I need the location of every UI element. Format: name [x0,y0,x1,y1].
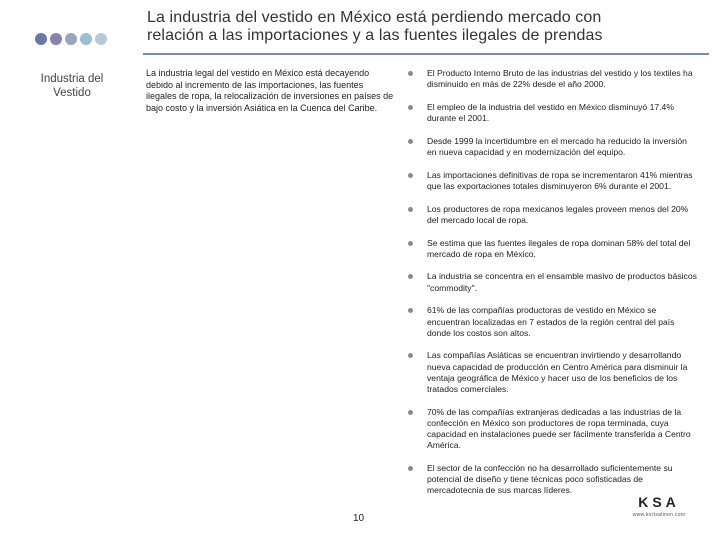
bullet-icon [408,207,413,212]
list-item [408,136,698,158]
bullet-icon [408,241,413,246]
section-label-line-1: Industria del [40,73,104,85]
bullet-icon [408,139,413,144]
bullet-text: El Producto Interno Bruto de las industrias del vestido y los textiles ha disminuido en más de 22% desde el año 2000. [427,68,693,90]
bullet-text: El empleo de la industria del vestido en México disminuyó 17.4% durante el 2001. [427,101,674,124]
section-label-line-2: Vestido [53,87,91,99]
company-logo [614,494,704,518]
bullet-icon [408,173,413,178]
bullet-text: Desde 1999 la incertidumbre en el mercado ha reducido la inversión en nueva capacidad y en modernización del equipo. [427,135,687,158]
bullet-icon [408,410,413,415]
list-item [408,102,698,124]
bullet-text: Se estima que las fuentes ilegales de ropa dominan 58% del total del mercado de ropa en México. [427,237,691,259]
list-item [408,350,698,395]
bullet-list [408,68,698,508]
slide-title [147,9,707,45]
list-item [408,68,698,90]
bullet-text: Las compañías Asiáticas se encuentran invirtiendo y desarrollando nueva capacidad de producción en Centro América para disminuir la ventaja geográfica de México y hacer uso de los beneficios de los tratados comerciales. [427,350,688,395]
title-line-1: La industria del vestido en México está perdiendo mercado con [147,9,602,26]
bullet-icon [408,274,413,279]
list-item [408,238,698,260]
header-dots [35,33,107,45]
title-line-2: relación a las importaciones y a las fuentes ilegales de prendas [147,27,603,44]
list-item [408,305,698,339]
bullet-text: Las importaciones definitivas de ropa se incrementaron 41% mientras que las exportaciones totales disminuyeron 6% durante el 2001. [427,169,693,191]
decorative-dot-1 [35,33,47,45]
bullet-text: 70% de las compañías extranjeras dedicadas a las industrias de la confección en México son productores de ropa terminada, cuya capacidad en instalaciones puede ser fácilmente transferida a Centro América. [427,406,691,451]
decorative-dot-5 [95,33,107,45]
bullet-text: Los productores de ropa mexicanos legales proveen menos del 20% del mercado local de ropa. [427,203,689,225]
list-item [408,170,698,192]
title-divider [143,53,709,55]
list-item [408,463,698,497]
list-item [408,407,698,452]
decorative-dot-4 [80,33,92,45]
logo-text: KSA [638,494,680,510]
bullet-icon [408,105,413,110]
bullet-icon [408,308,413,313]
intro-paragraph: La industria legal del vestido en México está decayendo debido al incremento de las importaciones, las fuentes ilegales de ropa, la relocalización de inversiones en países de bajo costo y la inversión Asiática en la Cuenca del Caribe. [146,68,394,114]
bullet-text: El sector de la confección no ha desarrollado suficientemente su potencial de diseño y tiene técnicas poco sofisticadas de mercadotecnia de sus marcas líderes. [427,463,673,496]
bullet-text: La industria se concentra en el ensamble masivo de productos básicos "commodity". [427,271,697,293]
bullet-text: 61% de las compañías productoras de vestido en México se encuentran localizadas en 7 estados de la región central del país donde los costos son altos. [427,305,675,338]
decorative-dot-3 [65,33,77,45]
list-item [408,271,698,293]
decorative-dot-2 [50,33,62,45]
bullet-icon [408,353,413,358]
page-number: 10 [353,513,365,524]
bullet-icon [408,466,413,471]
logo-subtext: www.kurtsalmon.com [632,512,686,518]
section-label [18,72,126,100]
bullet-icon [408,71,413,76]
list-item [408,204,698,226]
